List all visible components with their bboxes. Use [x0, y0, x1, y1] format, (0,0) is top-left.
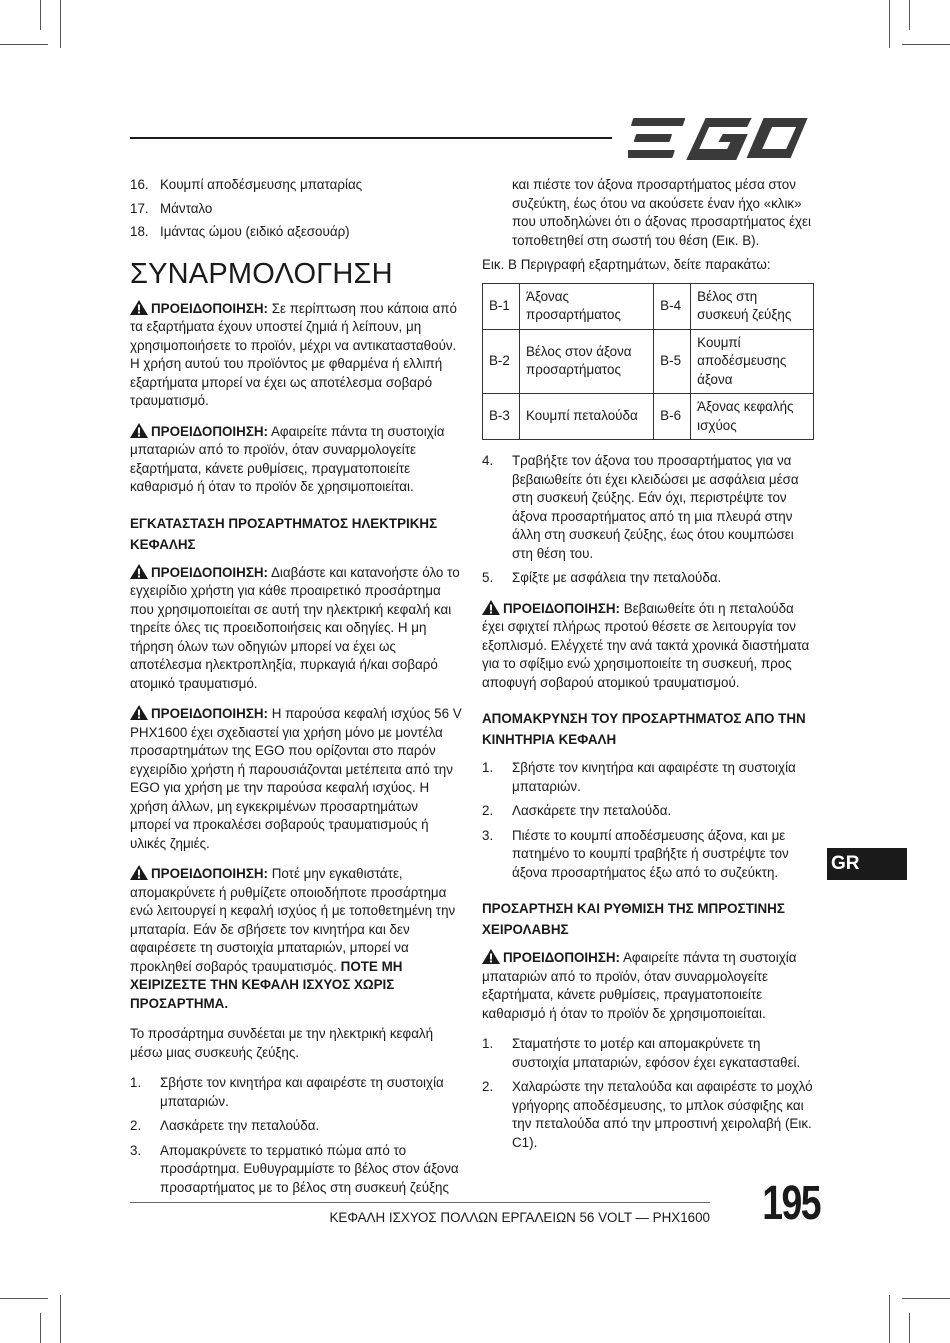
list-item: 18. Ιμάντας ώμου (ειδικό αξεσουάρ)	[130, 224, 350, 239]
list-item: 4. Τραβήξτε τον άξονα του προσαρτήματος για να βεβαιωθείτε ότι έχει κλειδώσει με ασφάλεια μέσα στη συσκευή ζεύξης. Εάν όχι, περιστρέψτε τον άξονα προσαρτήματος από τη μια πλευρά στην άλλη στη συσκευή ζεύξης, έως ότου κουμπώσει στη θέση του.	[482, 453, 799, 561]
warning-paragraph: ΠΡΟΕΙΔΟΠΟΙΗΣΗ: Βεβαιωθείτε ότι η πεταλούδα έχει σφιχτεί πλήρως προτού θέσετε σε λειτουργία τον εξοπλισμό. Ελέγχετέ την ανά τακτά χρονικά διαστήματα για το σφίξιμο ενώ χρησιμοποιείτε τη συσκευή, προς αποφυγή σοβαρού ατομικού τραυματισμού.	[482, 600, 810, 690]
continuation-list	[482, 176, 814, 250]
crop-mark	[889, 1295, 890, 1343]
warning-paragraph: ΠΡΟΕΙΔΟΠΟΙΗΣΗ: Σε περίπτωση που κάποια από τα εξαρτήματα έχουν υποστεί ζημιά ή λείπουν, μη χρησιμοποιήσετε το προϊόν, μέχρι να αντικατασταθούν. Η χρήση αυτού του προϊόντος με φθαρμένα ή ελλιπή εξαρτήματα μπορεί να έχει ως αποτέλεσμα σοβαρό τραυματισμό.	[130, 300, 457, 408]
list-item: 1. Σβήστε τον κινητήρα και αφαιρέστε τη συστοιχία μπαταριών.	[130, 1075, 444, 1109]
handle-steps	[482, 1035, 814, 1152]
list-item: 2. Χαλαρώστε την πεταλούδα και αφαιρέστε το μοχλό γρήγορης αποδέσμευσης, το μπλοκ σύσφιξης και την πεταλούδα από την μπροστινή χειρολαβή (Εικ. C1).	[482, 1079, 813, 1150]
warning-icon	[130, 705, 148, 720]
crop-mark	[909, 1313, 910, 1343]
right-column	[482, 176, 814, 1164]
warning-icon	[130, 300, 148, 315]
warning-paragraph: ΠΡΟΕΙΔΟΠΟΙΗΣΗ: Αφαιρείτε πάντα τη συστοιχία μπαταριών από το προϊόν, όταν συναρμολογείτε εξαρτήματα, κάνετε ρυθμίσεις, πραγματοποιείτε καθαρισμό ή όταν το προϊόν δε χρησιμοποιείται.	[130, 423, 445, 494]
warning-icon	[482, 600, 500, 615]
list-item: 5. Σφίξτε με ασφάλεια την πεταλούδα.	[482, 570, 722, 585]
header-rule	[130, 137, 612, 139]
intro-paragraph: Το προσάρτημα συνδέεται με την ηλεκτρική κεφαλή μέσω μιας συσκευής ζεύξης.	[130, 1026, 434, 1060]
page-number: 195	[762, 1177, 820, 1230]
crop-mark	[60, 0, 61, 48]
install-steps-continued	[482, 452, 814, 588]
crop-mark	[902, 1298, 950, 1299]
list-item: 3. Πιέστε το κουμπί αποδέσμευσης άξονα, και με πατημένο το κουμπί τραβήξτε ή συστρέψτε τον άξονα προσαρτήματος έξω από το συζεύκτη.	[482, 827, 789, 880]
left-column	[130, 176, 462, 1209]
warning-icon	[130, 865, 148, 880]
crop-mark	[889, 0, 890, 48]
language-tab: GR	[827, 848, 907, 880]
section-heading-handle: ΠΡΟΣΑΡΤΗΣΗ ΚΑΙ ΡΥΘΜΙΣΗ ΤΗΣ ΜΠΡΟΣΤΙΝΗΣ ΧΕΙΡΟΛΑΒΗΣ	[482, 901, 785, 937]
warning-icon	[130, 564, 148, 579]
footer-title: ΚΕΦΑΛΗ ΙΣΧΥΟΣ ΠΟΛΛΩΝ ΕΡΓΑΛΕΙΩΝ 56 VOLT — PHX1600	[329, 1210, 710, 1225]
parts-list	[130, 176, 462, 242]
remove-steps	[482, 759, 814, 882]
table-row: B-3 Κουμπί πεταλούδα B-6 Άξονας κεφαλής ισχύος	[483, 394, 814, 440]
section-heading-install: ΕΓΚΑΤΑΣΤΑΣΗ ΠΡΟΣΑΡΤΗΜΑΤΟΣ ΗΛΕΚΤΡΙΚΗΣ ΚΕΦΑΛΗΣ	[130, 515, 438, 552]
list-item: 1. Σταματήστε το μοτέρ και απομακρύνετε τη συστοιχία μπαταριών, εφόσον έχει εγκατασταθεί.	[482, 1036, 801, 1070]
install-steps	[130, 1074, 462, 1197]
list-item: 2. Λασκάρετε την πεταλούδα.	[482, 803, 672, 818]
warning-paragraph: ΠΡΟΕΙΔΟΠΟΙΗΣΗ: Διαβάστε και κατανοήστε όλο το εγχειρίδιο χρήστη για κάθε προαιρετικό προσάρτημα που χρησιμοποιείται σε αυτή την ηλεκτρική κεφαλή και τηρείτε όλες τις προειδοποιήσεις και οδηγίες. Η μη τήρηση όλων των οδηγιών μπορεί να έχει ως αποτέλεσμα ηλεκτροπληξία, πυρκαγιά ή/και σοβαρό ατομικό τραυματισμό.	[130, 564, 460, 691]
parts-table	[482, 283, 814, 441]
list-item: 3. Απομακρύνετε το τερματικό πώμα από το προσάρτημα. Ευθυγραμμίστε το βέλος στον άξονα προσαρτήματος με το βέλος στη συσκευή ζεύξης	[130, 1142, 459, 1195]
table-caption: Εικ. B Περιγραφή εξαρτημάτων, δείτε παρακάτω:	[482, 257, 771, 272]
warning-paragraph: ΠΡΟΕΙΔΟΠΟΙΗΣΗ: Η παρούσα κεφαλή ισχύος 56 V PHX1600 έχει σχεδιαστεί για χρήση μόνο με μοντέλα προσαρτημάτων της EGO που ορίζονται στο παρόν εγχειρίδιο χρήστη ή παρουσιάζονται μετέπειτα από την EGO για χρήση με την παρούσα κεφαλή ισχύος. Η χρήση άλλων, μη εγκεκριμένων προσαρτημάτων μπορεί να προκαλέσει σοβαρούς τραυματισμούς ή υλικές ζημιές.	[130, 706, 462, 851]
crop-mark	[60, 1295, 61, 1343]
page-title: ΣΥΝΑΡΜΟΛΟΓΗΣΗ	[130, 257, 393, 290]
section-heading-remove: ΑΠΟΜΑΚΡΥΝΣΗ ΤΟΥ ΠΡΟΣΑΡΤΗΜΑΤΟΣ ΑΠΟ ΤΗΝ ΚΙΝΗΤΗΡΙΑ ΚΕΦΑΛΗ	[482, 711, 806, 747]
warning-paragraph: ΠΡΟΕΙΔΟΠΟΙΗΣΗ: Αφαιρείτε πάντα τη συστοιχία μπαταριών από το προϊόν, όταν συναρμολογείτε εξαρτήματα, κάνετε ρυθμίσεις, πραγματοποιείτε καθαρισμό ή όταν το προϊόν δε χρησιμοποιείται.	[482, 950, 797, 1021]
crop-mark	[40, 1313, 41, 1343]
table-row: B-2 Βέλος στον άξονα προσαρτήματος B-5 Κουμπί αποδέσμευσης άξονα	[483, 329, 814, 394]
list-item: 1. Σβήστε τον κινητήρα και αφαιρέστε τη συστοιχία μπαταριών.	[482, 760, 796, 794]
crop-mark	[40, 0, 41, 30]
crop-mark	[902, 44, 950, 45]
crop-mark	[0, 44, 48, 45]
footer-rule	[130, 1202, 710, 1203]
warning-paragraph: ΠΡΟΕΙΔΟΠΟΙΗΣΗ: Ποτέ μην εγκαθιστάτε, απομακρύνετε ή ρυθμίζετε οποιοδήποτε προσάρτημα ενώ λειτουργεί η κεφαλή ισχύος ή με τοποθετημένη την μπαταρία. Εάν δε σβήσετε τον κινητήρα και δεν αφαιρέσετε τη συστοιχία μπαταριών, μπορεί να προκληθεί σοβαρός τραυματισμός. ΠΟΤΕ ΜΗ ΧΕΙΡΙΖΕΣΤΕ ΤΗΝ ΚΕΦΑΛΗ ΙΣΧΥΟΣ ΧΩΡΙΣ ΠΡΟΣΑΡΤΗΜΑ.	[130, 866, 456, 1011]
list-item: 17. Μάνταλο	[130, 200, 213, 216]
list-item: 2. Λασκάρετε την πεταλούδα.	[130, 1118, 320, 1133]
crop-mark	[909, 0, 910, 30]
crop-mark	[0, 1298, 48, 1299]
warning-icon	[482, 949, 500, 964]
warning-icon	[130, 423, 148, 438]
table-row: B-1 Άξονας προσαρτήματος B-4 Βέλος στη συσκευή ζεύξης	[483, 283, 814, 329]
list-item: 16. Κουμπί αποδέσμευσης μπαταρίας	[130, 177, 363, 192]
ego-logo	[628, 116, 814, 160]
list-item: και πιέστε τον άξονα προσαρτήματος μέσα στον συζεύκτη, έως ότου να ακούσετε έναν ήχο «κλικ» που υποδηλώνει ότι ο άξονας προσαρτήματος έχει τοποθετηθεί στη σωστή του θέση (Εικ. B).	[512, 177, 812, 248]
